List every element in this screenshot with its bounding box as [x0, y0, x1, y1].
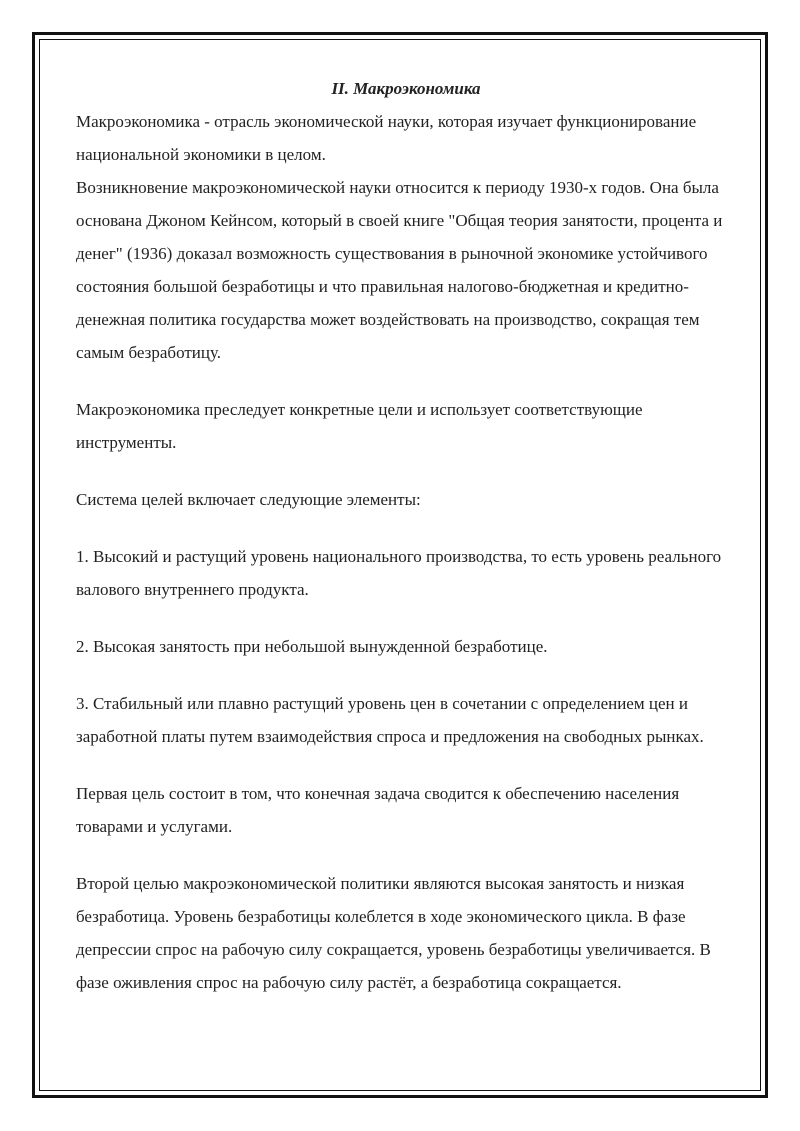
document-body	[76, 72, 736, 999]
list-item-goal-2: 2. Высокая занятость при небольшой вынужденной безработице.	[76, 637, 548, 656]
list-item-goal-1: 1. Высокий и растущий уровень национального производства, то есть уровень реального валового внутреннего продукта.	[76, 547, 722, 599]
paragraph-history: Возникновение макроэкономической науки относится к периоду 1930-х годов. Она была основана Джоном Кейнсом, который в своей книге "Общая теория занятости, процента и денег" (1936) доказал возможность существования в рыночной экономике устойчивого состояния большой безработицы и что правильная налогово-бюджетная и кредитно-денежная политика государства может воздействовать на производство, сокращая тем самым безработицу.	[76, 178, 723, 362]
paragraph-goals-intro: Макроэкономика преследует конкретные цели и использует соответствующие инструменты.	[76, 400, 643, 452]
paragraph-first-goal: Первая цель состоит в том, что конечная задача сводится к обеспечению населения товарами и услугами.	[76, 784, 680, 836]
list-item-goal-3: 3. Стабильный или плавно растущий уровень цен в сочетании с определением цен и заработной платы путем взаимодействия спроса и предложения на свободных рынках.	[76, 694, 704, 746]
paragraph-goals-system: Система целей включает следующие элементы:	[76, 490, 421, 509]
paragraph-second-goal: Второй целью макроэкономической политики являются высокая занятость и низкая безработица. Уровень безработицы колеблется в ходе экономического цикла. В фазе депрессии спрос на рабочую силу сокращается, уровень безработицы увеличивается. В фазе оживления спрос на рабочую силу растёт, а безработица сокращается.	[76, 874, 711, 992]
paragraph-definition: Макроэкономика - отрасль экономической науки, которая изучает функционирование национальной экономики в целом.	[76, 112, 697, 164]
document-title: II. Макроэкономика	[331, 79, 481, 98]
